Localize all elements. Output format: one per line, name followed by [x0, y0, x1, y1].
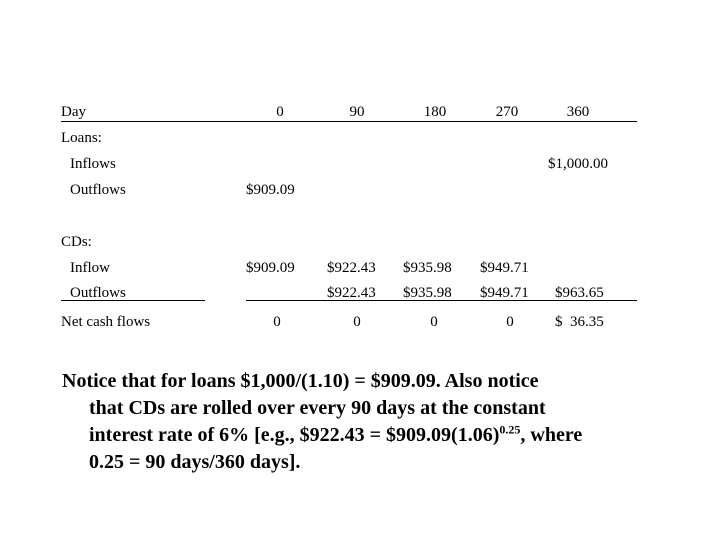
- net-0: 0: [273, 314, 281, 330]
- note-exponent: 0.25: [499, 422, 521, 437]
- loans-inflows-label: Inflows: [70, 156, 116, 172]
- net-cash-flows-label: Net cash flows: [61, 314, 151, 330]
- cds-inflow-0: $909.09: [246, 260, 295, 276]
- loans-inflows-360: $1,000.00: [548, 156, 608, 172]
- note-line-4: 0.25 = 90 days/360 days].: [89, 451, 301, 473]
- loans-outflows-0: $909.09: [246, 182, 295, 198]
- cds-outflows-90: $922.43: [327, 285, 376, 301]
- cds-heading: CDs:: [61, 234, 92, 250]
- net-270: 0: [506, 314, 514, 330]
- note-line-2: that CDs are rolled over every 90 days at the constant: [89, 397, 546, 419]
- loans-outflows-label: Outflows: [70, 182, 126, 198]
- net-180: 0: [430, 314, 438, 330]
- cds-inflow-270: $949.71: [480, 260, 529, 276]
- cds-inflow-180: $935.98: [403, 260, 452, 276]
- outflows-label-underline: [61, 300, 205, 301]
- day-90-header: 90: [349, 104, 365, 120]
- header-underline: [61, 121, 637, 122]
- outflows-values-underline: [246, 300, 637, 301]
- cds-outflows-360: $963.65: [555, 285, 604, 301]
- cds-inflow-label: Inflow: [70, 260, 110, 276]
- net-90: 0: [353, 314, 361, 330]
- day-header-label: Day: [61, 104, 86, 120]
- net-360: $ 36.35: [555, 314, 604, 330]
- cds-outflows-270: $949.71: [480, 285, 529, 301]
- day-360-header: 360: [566, 104, 590, 120]
- cds-inflow-90: $922.43: [327, 260, 376, 276]
- note-line-1: Notice that for loans $1,000/(1.10) = $909.09. Also notice: [62, 370, 539, 392]
- note-line-3-text: interest rate of 6% [e.g., $922.43 = $909.09(1.06): [89, 424, 500, 446]
- loans-heading: Loans:: [61, 130, 102, 146]
- cds-outflows-180: $935.98: [403, 285, 452, 301]
- cds-outflows-label: Outflows: [70, 285, 126, 301]
- day-270-header: 270: [495, 104, 519, 120]
- note-line-3-tail: , where: [520, 424, 583, 446]
- day-0-header: 0: [276, 104, 284, 120]
- explanatory-note: [62, 368, 702, 476]
- day-180-header: 180: [423, 104, 447, 120]
- note-line-3: [62, 422, 702, 449]
